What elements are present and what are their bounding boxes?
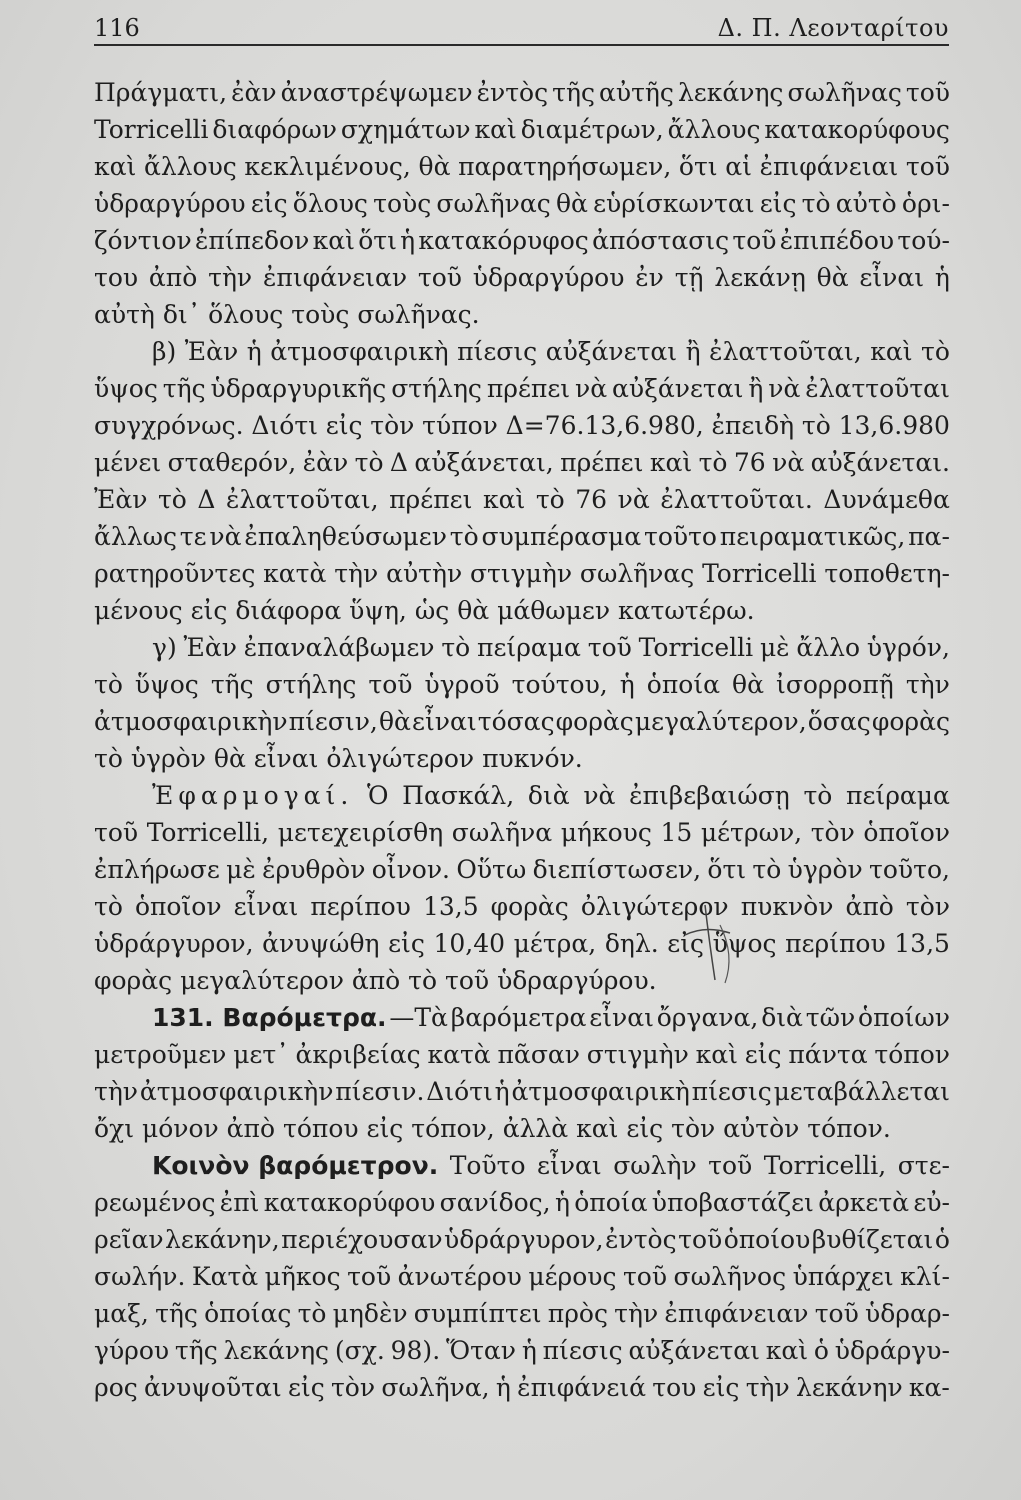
text-line: β) Ἐὰν ἡ ἀτμοσφαιρικὴ πίεσις αὐξάνεται ἢ ἐλαττοῦται, καὶ τὸ (152, 337, 950, 366)
text-line: Κοινὸν βαρόμετρον. Τοῦτο εἶναι σωλὴν τοῦ Torricelli, στε- (152, 1151, 950, 1180)
text-line: Ἐφαρμογαί. Ὁ Πασκάλ, διὰ νὰ ἐπιβεβαιώσῃ τὸ πείραμα (152, 781, 950, 810)
text-line: φορὰς μεγαλύτερον ἀπὸ τὸ τοῦ ὑδραργύρου. (94, 966, 657, 995)
pen-mark-icon (675, 895, 745, 985)
text-line: ζόντιον ἐπίπεδον καὶ ὅτι ἡ κατακόρυφος ἀπόστασις τοῦ ἐπιπέδου τού- (94, 226, 950, 255)
text-line: τοῦ Torricelli, μετεχειρίσθη σωλῆνα μήκους 15 μέτρων, τὸν ὁποῖον (94, 818, 950, 847)
text-line: ρατηροῦντες κατὰ τὴν αὐτὴν στιγμὴν σωλῆνας Torricelli τοποθετη- (94, 559, 950, 588)
text-line: μένους εἰς διάφορα ὕψη, ὡς θὰ μάθωμεν κατωτέρω. (94, 596, 755, 625)
line-prefix: Ἐφαρμογαί. (152, 781, 354, 810)
text-line: του ἀπὸ τὴν ἐπιφάνειαν τοῦ ὑδραργύρου ἐν τῇ λεκάνῃ θὰ εἶναι ἡ (94, 263, 950, 292)
text-line: Πράγματι, ἐὰν ἀναστρέψωμεν ἐντὸς τῆς αὐτῆς λεκάνης σωλῆνας τοῦ (94, 78, 950, 107)
running-head: Δ. Π. Λεονταρίτου (717, 14, 949, 42)
text-line: τὴν ἀτμοσφαιρικὴν πίεσιν. Διότι ἡ ἀτμοσφαιρικὴ πίεσις μεταβάλλεται (94, 1077, 950, 1106)
page-header (94, 10, 949, 46)
line-prefix: Κοινὸν βαρόμετρον. (152, 1151, 439, 1180)
text-line: γ) Ἐὰν ἐπαναλάβωμεν τὸ πείραμα τοῦ Torricelli μὲ ἄλλο ὑγρόν, (152, 633, 950, 662)
page-number: 116 (94, 14, 140, 42)
text-line: ὑδράργυρον, ἀνυψώθη εἰς 10,40 μέτρα, δηλ. εἰς ὕψος περίπου 13,5 (94, 929, 950, 958)
text-line: συγχρόνως. Διότι εἰς τὸν τύπον Δ=76.13,6.980, ἐπειδὴ τὸ 13,6.980 (94, 411, 950, 440)
text-line: τὸ ὕψος τῆς στήλης τοῦ ὑγροῦ τούτου, ἡ ὁποία θὰ ἰσορροπῇ τὴν (94, 670, 950, 699)
text-line: ρεωμένος ἐπὶ κατακορύφου σανίδος, ἡ ὁποία ὑποβαστάζει ἀρκετὰ εὐ- (94, 1188, 950, 1217)
text-line: ἀτμοσφαιρικὴν πίεσιν, θὰ εἶναι τόσας φορὰς μεγαλύτερον, ὅσας φορὰς (94, 707, 950, 736)
text-line: ὑδραργύρου εἰς ὅλους τοὺς σωλῆνας θὰ εὑρίσκωνται εἰς τὸ αὐτὸ ὁρι- (94, 189, 950, 218)
text-line: μετροῦμεν μετ᾽ ἀκριβείας κατὰ πᾶσαν στιγμὴν καὶ εἰς πάντα τόπον (94, 1040, 950, 1069)
text-line: ρεῖαν λεκάνην, περιέχουσαν ὑδράργυρον, ἐντὸς τοῦ ὁποίου βυθίζεται ὁ (94, 1225, 950, 1254)
text-line: Torricelli διαφόρων σχημάτων καὶ διαμέτρων, ἄλλους κατακορύφους (94, 115, 950, 144)
text-line: ἐπλήρωσε μὲ ἐρυθρὸν οἶνον. Οὕτω διεπίστωσεν, ὅτι τὸ ὑγρὸν τοῦτο, (94, 855, 950, 884)
text-line: καὶ ἄλλους κεκλιμένους, θὰ παρατηρήσωμεν, ὅτι αἱ ἐπιφάνειαι τοῦ (94, 152, 950, 181)
text-line: μένει σταθερόν, ἐὰν τὸ Δ αὐξάνεται, πρέπει καὶ τὸ 76 νὰ αὐξάνεται. (94, 448, 950, 477)
line-prefix: 131. Βαρόμετρα. (152, 1003, 387, 1032)
text-line: ὕψος τῆς ὑδραργυρικῆς στήλης πρέπει νὰ αὐξάνεται ἢ νὰ ἐλαττοῦται (94, 374, 950, 403)
text-line: αὐτὴ δι᾽ ὅλους τοὺς σωλῆνας. (94, 300, 480, 329)
text-line: ὄχι μόνον ἀπὸ τόπου εἰς τόπον, ἀλλὰ καὶ εἰς τὸν αὐτὸν τόπον. (94, 1114, 891, 1143)
text-line: μαξ, τῆς ὁποίας τὸ μηδὲν συμπίπτει πρὸς τὴν ἐπιφάνειαν τοῦ ὑδραρ- (94, 1299, 950, 1328)
text-line: 131. Βαρόμετρα. —Τὰ βαρόμετρα εἶναι ὄργανα, διὰ τῶν ὁποίων (152, 1003, 950, 1032)
text-line: τὸ ὑγρὸν θὰ εἶναι ὀλιγώτερον πυκνόν. (94, 744, 583, 773)
text-line: τὸ ὁποῖον εἶναι περίπου 13,5 φορὰς ὀλιγώτερον πυκνὸν ἀπὸ τὸν (94, 892, 950, 921)
text-line: Ἐὰν τὸ Δ ἐλαττοῦται, πρέπει καὶ τὸ 76 νὰ ἐλαττοῦται. Δυνάμεθα (94, 485, 950, 514)
text-line: γύρου τῆς λεκάνης (σχ. 98). Ὅταν ἡ πίεσις αὐξάνεται καὶ ὁ ὑδράργυ- (94, 1336, 950, 1365)
text-line: σωλήν. Κατὰ μῆκος τοῦ ἀνωτέρου μέρους τοῦ σωλῆνος ὑπάρχει κλί- (94, 1262, 950, 1291)
text-line: ἄλλως τε νὰ ἐπαληθεύσωμεν τὸ συμπέρασμα τοῦτο πειραματικῶς, πα- (94, 522, 950, 551)
text-line: ρος ἀνυψοῦται εἰς τὸν σωλῆνα, ἡ ἐπιφάνειά του εἰς τὴν λεκάνην κα- (94, 1373, 950, 1402)
body-text (94, 78, 950, 1410)
